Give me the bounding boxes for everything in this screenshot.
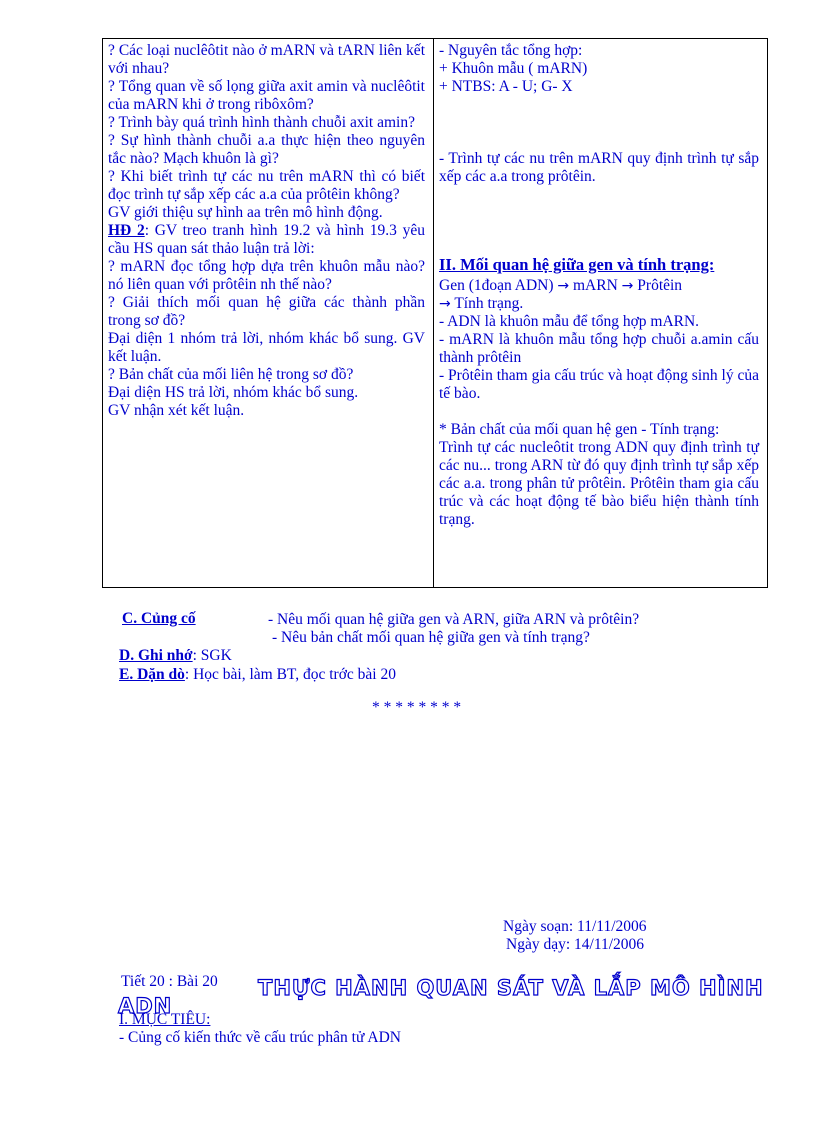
teacher-note: GV nhận xét kết luận. [108, 402, 245, 419]
nature-text: Trình tự các nucleôtit trong ADN quy định trình tự các nu... trong ARN từ đó quy định trình tự sắp xếp các a.a. trong phân tử prôtêin. Prôtêin tham gia cấu trúc và các hoạt động tế bào biểu hiện thành tính trạng. [439, 439, 759, 528]
prepared-date: Ngày soạn: 11/11/2006 [503, 918, 647, 935]
content-column [439, 42, 759, 529]
remember-label: D. Ghi nhớ [119, 647, 193, 664]
activity-2-label: HĐ 2 [108, 222, 145, 239]
lesson-title: THỰC HÀNH QUAN SÁT VÀ LẮP MÔ HÌNH [258, 976, 764, 1000]
arrow-right-icon: → [439, 296, 451, 312]
section-2-title: II. Mối quan hệ giữa gen và tính trạng: [439, 255, 715, 274]
consolidation-question: - Nêu mối quan hệ giữa gen và ARN, giữa ARN và prôtêin? [268, 611, 640, 628]
arrow-right-icon: → [557, 278, 570, 294]
teaching-date: Ngày dạy: 14/11/2006 [506, 936, 645, 953]
lesson-title-cont: ADN [118, 994, 173, 1018]
marn-label: mARN [573, 277, 618, 294]
activity-2-text: : GV treo tranh hình 19.2 và hình 19.3 yêu cầu HS quan sát thảo luận trả lời: [108, 222, 426, 257]
question-item: ? Sự hình thành chuỗi a.a thực hiện theo nguyên tắc nào? Mạch khuôn là gì? [108, 132, 425, 167]
homework-line [119, 666, 396, 684]
arrow-right-icon: → [621, 278, 634, 294]
separator-stars: * * * * * * * * [372, 699, 462, 716]
question-item: ? Bản chất của mối liên hệ trong sơ đồ? [108, 366, 354, 383]
question-item: ? Các loại nuclêôtit nào ở mARN và tARN liên kết với nhau? [108, 42, 425, 77]
protein-label: Prôtêin [637, 277, 683, 294]
objective-item: - Củng cố kiến thức về cấu trúc phân tử ADN [119, 1029, 401, 1046]
teacher-note: Đại diện HS trả lời, nhóm khác bổ sung. [108, 384, 359, 401]
principle-line: - Nguyên tắc tổng hợp: [439, 42, 583, 59]
activity-2 [108, 222, 425, 258]
spacer [439, 403, 759, 421]
trait-label: Tính trạng. [454, 295, 524, 312]
spacer [439, 96, 759, 150]
objective-heading: I. MỤC TIÊU: [119, 1011, 211, 1028]
relation-item: - ADN là khuôn mẫu để tổng hợp mARN. [439, 313, 700, 330]
column-divider [433, 39, 434, 587]
principle-line: + NTBS: A - U; G- X [439, 78, 573, 95]
lesson-label: Tiết 20 : Bài 20 [121, 973, 218, 990]
relation-item: - Prôtêin tham gia cấu trúc và hoạt động sinh lý của tế bào. [439, 367, 759, 402]
lesson-table [102, 38, 768, 588]
teacher-note: GV giới thiệu sự hình aa trên mô hình động. [108, 204, 383, 221]
relation-item: - mARN là khuôn mẫu tổng hợp chuỗi a.amin cấu thành prôtêin [439, 331, 759, 366]
remember-text: : SGK [192, 647, 232, 664]
principle-line: + Khuôn mẫu ( mARN) [439, 60, 588, 77]
homework-text: : Học bài, làm BT, đọc trớc bài 20 [184, 666, 396, 683]
question-item: ? Trình bày quá trình hình thành chuỗi axit amin? [108, 114, 415, 131]
gen-label: Gen (1đoạn ADN) [439, 277, 554, 294]
question-item: ? mARN đọc tổng hợp dựa trên khuôn mẫu nào? nó liên quan với prôtêin nh thế nào? [108, 258, 425, 293]
question-item: ? Giải thích mối quan hệ giữa các thành phần trong sơ đồ? [108, 294, 425, 329]
gen-relation-line [439, 277, 759, 295]
gen-relation-line-2 [439, 295, 759, 313]
consolidation-label: C. Củng cố [122, 610, 196, 627]
spacer [439, 186, 759, 256]
homework-label: E. Dặn dò [119, 666, 185, 683]
teacher-note: Đại diện 1 nhóm trả lời, nhóm khác bổ sung. GV kết luận. [108, 330, 425, 365]
nature-title: * Bản chất của mối quan hệ gen - Tính trạng: [439, 421, 720, 438]
consolidation-question: - Nêu bản chất mối quan hệ giữa gen và tính trạng? [272, 629, 590, 646]
remember-line [119, 647, 232, 665]
question-item: ? Tổng quan về số lọng giữa axit amin và nuclêôtit của mARN khi ở trong ribôxôm? [108, 78, 425, 113]
sequence-note: - Trình tự các nu trên mARN quy định trình tự sắp xếp các a.a trong prôtêin. [439, 150, 759, 185]
teacher-activity-column [108, 42, 425, 420]
question-item: ? Khi biết trình tự các nu trên mARN thì có biết đọc trình tự sắp xếp các a.a của prôtêin không? [108, 168, 425, 203]
